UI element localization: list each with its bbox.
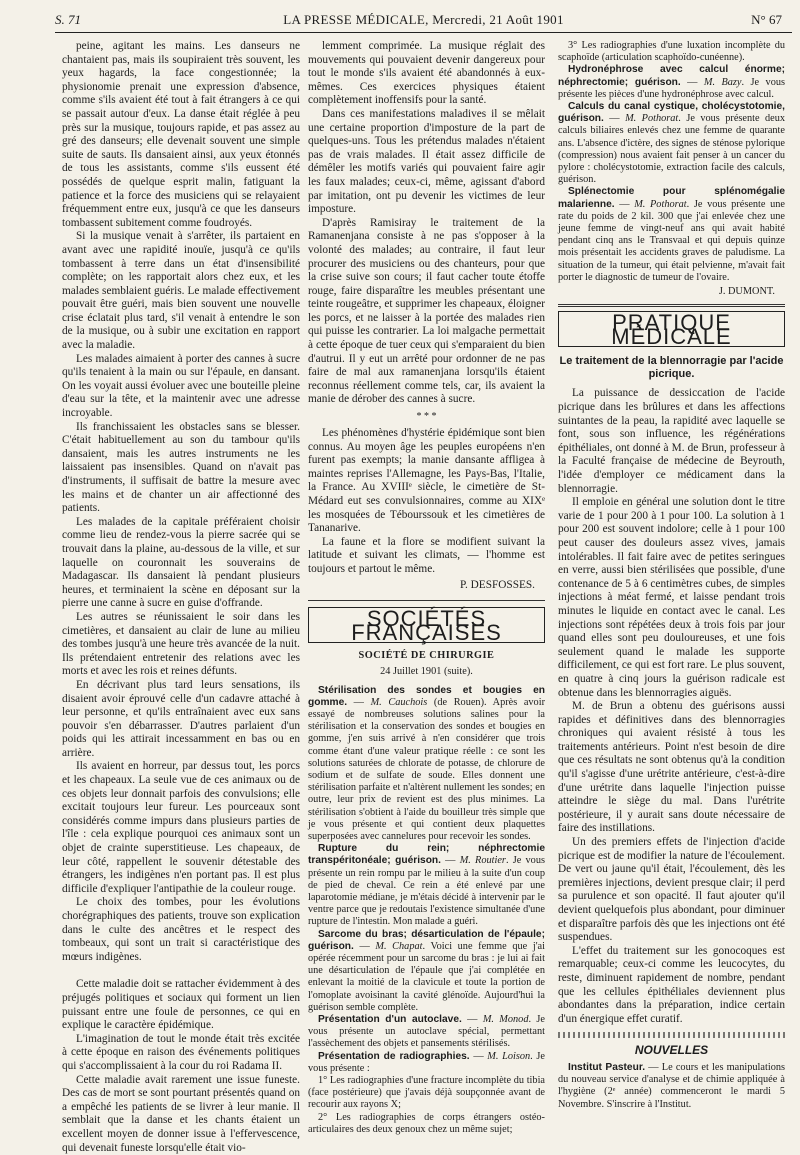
section-stars: * * * — [416, 411, 437, 423]
society-reports-continued — [558, 40, 785, 298]
ornamental-divider — [558, 1032, 785, 1038]
report-entry: Rupture du rein; néphrectomie transpéritonéale; guérison. — M. Routier. Je vous présente un rein rompu par le milieu à la suite d'un coup de pied de cheval. Ce rein a été enlevé par une laparotomie médiane, je m'étais décidé à intervenir par le ventre parce que je redoutais l'existence simultanée d'une rupture de l'intestin. Mon malade a guéri. — [308, 843, 545, 928]
col1-paragraph: Les autres se réunissaient le soir dans les cimetières, et dansaient au clair de lune au milieu des tombes jusqu'à une heure très avancée de la nuit. Ils prétendaient entretenir des relations avec les morts et avec les rois et reines défunts. — [62, 610, 300, 678]
author-signature: J. DUMONT. — [718, 286, 775, 298]
report-entry: Présentation d'un autoclave. — M. Monod. Je vous présente un autoclave spécial, permettant l'assèchement des objets et pansements stérilisés. — [308, 1014, 545, 1050]
col1-paragraph: L'imagination de tout le monde était très excitée à cette époque en raison des événements politiques qui s'accomplissaient à la cour du roi Radama II. — [62, 1032, 300, 1072]
article-title: Le traitement de la blennorragie par l'acide picrique. — [559, 355, 784, 381]
col3-paragraph: M. de Brun a obtenu des guérisons aussi rapides et définitives dans des blennorragies chroniques qui avaient résisté à tous les traitements antérieurs. Point n'est besoin de dire que ces résultats ne sont obtenus qu'à la condition qu'il s'agisse d'une urétrite antérieure, c'est-à-dire d'une urétrite dans laquelle l'injection puisse atteindre le siège du mal. Dans l'urétrite postérieure, il y aurait sans doute nécessaire de faire des instillations. — [558, 700, 785, 835]
report-entry: Splénectomie pour splénomégalie malarienne. — M. Pothorat. Je vous présente une rate du poids de 2 kil. 300 que j'ai enlevée chez une jeune femme de vingt-neuf ans qui avait habité pendant cinq ans le Transvaal et qui depuis quinze mois présentait les accidents graves de paludisme. La situation de la tumeur, qui était pelvienne, m'avait fait porter le diagnostic de tumeur de l'ovaire. — [558, 186, 785, 283]
column-1 — [62, 40, 300, 1154]
col3-paragraph: Il emploie en général une solution dont le titre varie de 1 pour 200 à 1 pour 100. La solution à 1 pour 200 est souvent indolore; celle à 1 pour 100 peut causer des douleurs assez vives, jamais intolérables. Il fait faire avec de petites seringues en verre, aussi bien stérilisées que possible, d'une contenance de 5 à 6 centimètres cubes, de simples injections à méat fermé, et laisse pendant trois minutes le liquide en contact avec le canal. Les injections sont répétées deux à trois fois par jour quand elles sont peu douloureuses, et une fois seulement quand le malade les supporte difficilement, ce qui est fort rare. Le plus souvent, en quatre à cinq jours la guérison radicale est obtenue dans les blennorragies aiguës. — [558, 496, 785, 699]
issue-number: N° 67 — [751, 12, 782, 27]
society-reports — [308, 685, 545, 1137]
report-item: 3° Les radiographies d'une luxation incomplète du scaphoïde (articulation scaphoïdo-cunéenne). — [558, 40, 785, 64]
news-section-title: NOUVELLES — [634, 1043, 709, 1058]
report-entry: Présentation de radiographies. — M. Loison. Je vous présente : — [308, 1050, 545, 1074]
report-item: 1° Les radiographies d'une fracture incomplète du tibia (face postérieure) que j'avais déjà soupçonnée avant de recourir aux rayons X; — [308, 1075, 545, 1111]
author-signature: P. DESFOSSES. — [459, 578, 535, 591]
divider — [308, 600, 545, 601]
col1-paragraph: Si la musique venait à s'arrêter, ils partaient en avant avec une rapidité inouïe, jusqu'à ce qu'ils tombassent à terre dans un état d'insensibilité complète; on les rapportait alors chez eux, et les malades semblaient guéris. Le malade effectivement pouvait être guéri, mais bien souvent une nouvelle crise éclatait plus tard, s'il venait à entendre le son de la musique, ou à subir une excitation en rapport avec la maladie. — [62, 230, 300, 352]
col1-paragraph: Cette maladie doit se rattacher évidemment à des préjugés politiques et sociaux qui forment un lien puissant entre une foule de personnes, ce qui en explique le caractère épidémique. — [62, 978, 300, 1032]
report-entry: Sarcome du bras; désarticulation de l'épaule; guérison. — M. Chapat. Voici une femme que j'ai opérée récemment pour un sarcome du bras : je lui ai fait une désarticulation de l'épaule que j'ai complétée en enlevant la moitié de la clavicule et toute la portion de l'omoplate avoisinant la cavité glénoïde. Aujourd'hui la guérison semble complète. — [308, 928, 545, 1013]
col1-paragraph: Le choix des tombes, pour les évolutions chorégraphiques des patients, trouve son explication dans le culte des ancêtres et le respect des tombeaux, qui sont un trait si caractéristique des mœurs indigènes. — [62, 896, 300, 963]
col2-paragraph: Dans ces manifestations maladives il se mêlait une certaine proportion d'imposture de la part de quelques-uns. Tous les prétendus malades n'étaient pas de vrais malades. Il était assez difficile de démêler les motifs variés qui pouvaient faire agir les faux malades; ceux-ci, même, agissant d'abord par imitation, ont pu devenir les victimes de leur imposture. — [308, 107, 545, 216]
report-entry: Hydronéphrose avec calcul énorme; néphrectomie; guérison. — M. Bazy. Je vous présente les pièces d'une hydronéphrose avec calcul. — [558, 64, 785, 100]
col2-paragraph: Les phénomènes d'hystérie épidémique sont bien connus. Au moyen âge les peuples européens n'en furent pas exempts; la manie dansante affligea à maintes reprises l'Allemagne, les Pays-Bas, l'Italie, la France. Au XVIIIᵉ siècle, le cimetière de St-Médard eut ses convulsionnaires, comme au XIXᵉ les mosquées de Tébourssouk et les cimetières de Tananarive. — [308, 427, 545, 535]
col3-paragraph: L'effet du traitement sur les gonocoques est remarquable; ceux-ci comme les leucocytes, du reste, diminuent rapidement de nombre, pendant que les cellules épithéliales deviennent plus abondantes dans la préparation, indice certain d'un énergique effet curatif. — [558, 944, 785, 1025]
column-2 — [308, 40, 545, 1135]
journal-title: LA PRESSE MÉDICALE, Mercredi, 21 Août 1901 — [283, 12, 564, 27]
col1-paragraph: En décrivant plus tard leurs sensations, ils disaient avoir éprouvé celle d'un cadavre attaché à leur personne, et qu'ils entraînaient avec eux sans pouvoir s'en débarrasser. D'autres parlaient d'un poids qui les attirait incessamment en bas ou en arrière. — [62, 678, 300, 759]
col2-paragraph: D'après Ramisiray le traitement de la Ramanenjana consiste à ne pas s'opposer à la volonté des malades; au contraire, il faut leur procurer des musiciens ou des chanteurs, pour que la crise suive son cours; il faut cacher toute étoffe rouge, faire disparaître les meubles présentant une teinte rougeâtre, et supprimer les chapeaux, éloigner les porcs, et ne laisser à la portée des malades rien qui puisse les contrarier. La loi malgache permettait à cette époque de tuer ceux qui s'emparaient du bien d'autrui. Il y eut un arrêté pour ordonner de ne pas faire de mal aux ramanenjana lorsqu'ils étaient reconnus réellement comme tels, car, ils avaient la manie de dérober des cannes à sucre. — [308, 216, 545, 406]
col1-paragraph: Ils avaient en horreur, par dessus tout, les porcs et les chapeaux. La seule vue de ces animaux ou de ces objets leur donnait parfois des convulsions; elle excitait toujours leur fureur. Les pourceaux sont considérés comme impurs dans plusieurs parties de l'île : cela explique pourquoi ces animaux sont un objet de crainte superstitieuse. Les chapeaux, de leur côté, rappellent le souvenir détestable des étrangers, les indigènes n'en portant pas. Il est plus difficile d'expliquer l'antipathie de la couleur rouge. — [62, 760, 300, 895]
report-item: 2° Les radiographies de corps étrangers ostéo-articulaires des deux genoux chez un même sujet; — [308, 1111, 545, 1135]
page-header — [55, 10, 792, 33]
society-name: SOCIÉTÉ DE CHIRURGIE — [358, 650, 495, 662]
col3-paragraph: La puissance de dessiccation de l'acide picrique dans les brûlures et dans les affections suintantes de la peau, la rapidité avec laquelle se font, sous son influence, les régénérations épithéliales, ont donné à M. de Brun, professeur à la Faculté française de médecine de Beyrouth, l'idée d'employer ce médicament dans la blennorragie. — [558, 387, 785, 495]
col1-paragraph: Cette maladie avait rarement une issue funeste. Des cas de mort se sont pourtant présentés quand on a empêché les patients de se livrer à leur manie. Il semblait que la danse et les chants étaient un excellent moyen de donner issue à l'effervescence, qui devenait funeste lorsqu'elle était vio- — [62, 1073, 300, 1154]
news-entry: Institut Pasteur. — Le cours et les manipulations du nouveau service d'analyse et de chimie appliquée à l'hygiène (2ᵉ année) commenceront le mardi 5 Novembre. S'inscrire à l'Institut. — [558, 1061, 786, 1110]
col3-paragraph: Un des premiers effets de l'injection d'acide picrique est de modifier la nature de l'écoulement. De vert ou jaune qu'il était, l'écoulement, dès les premières injections, devient presque clair; il perd sa purulence et son opacité. Il faut ajouter qu'il devient quelquefois plus abondant, pour diminuer et disparaître parfois dès que les injections ont été suspendues. — [558, 836, 785, 944]
col1-paragraph: Les malades de la capitale préféraient choisir comme lieu de rendez-vous la pierre sacrée qui se trouvait dans la plaine, au-dessous de la ville, et sur laquelle on couronnait les souverains de Madagascar. Ils dansaient là pendant plusieurs heures, et terminaient la scène en déposant sur la pierre une canne à sucre en guise d'offrande. — [62, 515, 300, 610]
report-entry: Stérilisation des sondes et bougies en gomme. — M. Cauchois (de Rouen). Après avoir essayé de nombreuses solutions salines pour la stérilisation et la conservation des sondes et bougies en gomme, j'en suis arrivé à n'en considérer que trois comme étant d'une valeur pratique réelle : ce sont les solutions saturées de chlorate de potasse, de chlorure de sodium et de sulfate de soude. Elles donnent une stérilisation parfaite et n'altèrent nullement les sondes; en outre, leur prix de revient est des plus minimes. La stérilisation s'obtient à l'aide du bouilleur très simple que je vous présente et qui contient deux plaquettes superposées avec cannelures pour recevoir les sondes. — [308, 684, 545, 842]
col2-paragraph: La faune et la flore se modifient suivant la latitude et suivant les climats, — l'homme est toujours et partout le même. — [308, 535, 545, 575]
col2-paragraph: lemment comprimée. La musique réglait des mouvements qui pouvaient devenir dangereux pour tout le monde s'ils avaient été abandonnés à eux-mêmes. Ces exercices physiques étaient complètement inoffensifs pour la santé. — [308, 40, 545, 107]
column-3 — [558, 40, 785, 1115]
news-section — [558, 1062, 785, 1111]
page-number: S. 71 — [55, 12, 81, 27]
section-title: SOCIÉTÉS FRANÇAISES — [308, 607, 545, 643]
section-title: PRATIQUE MÉDICALE — [558, 311, 785, 347]
col1-paragraph: peine, agitant les mains. Les danseurs ne chantaient pas, mais ils soupiraient très souvent, les yeux hagards, la face congestionnée; la physionomie prenait une expression d'absence, comme s'ils avaient été tout à fait étrangers à ce qui se passait autour d'eux. La danse était réglée à peu près sur la musique, toujours rapide, et pas assez au gré des danseurs; elle devenait souvent une simple suite de sauts. Ils dansaient ainsi, aux yeux étonnés de tous les assistants, comme s'ils eussent été possédés de quelque esprit malin, fatiguant la patience et la force des musiciens qui se relayaient fréquemment entre eux, jusqu'à ce que les danseurs tombassent subitement comme foudroyés. — [62, 40, 300, 229]
report-entry: Calculs du canal cystique, cholécystotomie, guérison. — M. Pothorat. Je vous présente deux calculs biliaires enlevés chez une femme de quarante ans. L'absence d'ictère, des signes de sténose pylorique (compression) nous avaient fait penser à un cancer du pylore : cholécystotomie, extraction facile des calculs, guérison. — [558, 101, 786, 186]
session-date: 24 Juillet 1901 (suite). — [380, 665, 473, 677]
col1-paragraph: Ils franchissaient les obstacles sans se blesser. C'était habituellement au son du tambour qu'ils dansaient, mais les autres instruments ne les laissaient pas insensibles. Quand on n'avait pas d'instruments, il suffisait de battre la mesure avec les mains et de chanter un air affectionné des patients. — [62, 420, 300, 515]
divider — [558, 304, 785, 307]
col1-paragraph: Les malades aimaient à porter des cannes à sucre qu'ils tenaient à la main ou sur l'épaule, en dansant. On les voyait aussi évoluer avec une bouteille pleine d'eau sur la tête, et la maintenir avec une adresse incroyable. — [62, 352, 300, 420]
